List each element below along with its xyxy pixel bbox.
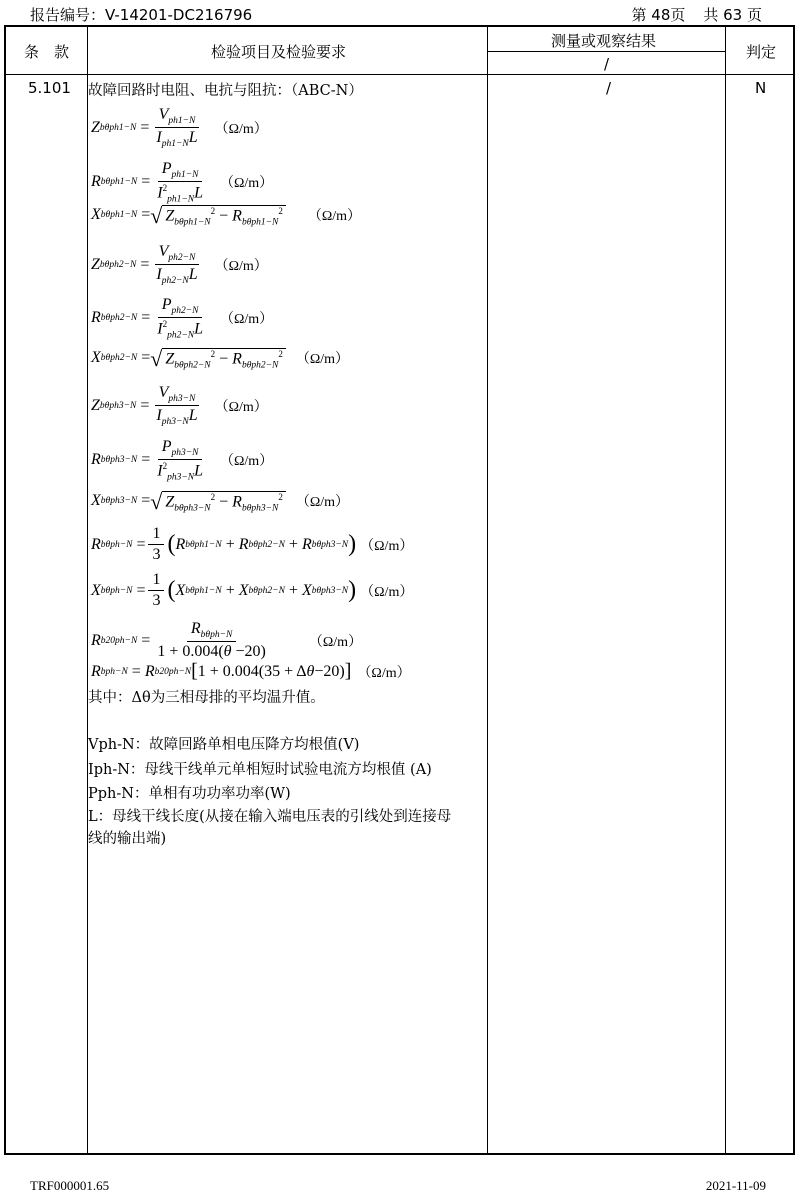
page-total: 共 63 页 — [703, 6, 762, 24]
formula-x-avg: X bθph−N = $\frac{1}{3}$ ( X bθph1−N + X bθph2−N + X bθph3−N ) （Ω/m） — [91, 571, 414, 609]
page-number: 第 48页 — [631, 6, 686, 24]
item-header: 检验项目及检验要求 — [211, 43, 347, 61]
note-where: 其中：Δθ为三相母排的平均温升值。 — [88, 690, 325, 706]
formula-z1: Z bθph1−N = $\frac{V_{ph1-N}}{I_{ph1-N}L}$ （Ω/m） — [91, 106, 268, 149]
definition-iph: Iph-N：母线干线单元单相短时试验电流方均根值 (A) — [88, 762, 432, 778]
verdict-value: N — [755, 79, 767, 97]
formula-r-avg: R bθph−N = $\frac{1}{3}$ ( R bθph1−N + R bθph2−N + R bθph3−N ) （Ω/m） — [91, 525, 414, 563]
clause-header: 条 款 — [24, 43, 70, 61]
result-header: 测量或观察结果 — [551, 32, 657, 50]
verdict-header: 判定 — [746, 43, 777, 61]
form-date: 2021-11-09 — [705, 1178, 766, 1193]
definition-vph: Vph-N：故障回路单相电压降方均根值(V) — [88, 737, 360, 753]
formula-z3: Z bθph3−N = $\frac{V_{ph3-N}}{I_{ph3-N}L}$ （Ω/m） — [91, 384, 268, 427]
formula-r20: R b20ph−N = $\frac{R_{b\theta ph-N}}{1 + 0.004(\theta -20)}$ （Ω/m） — [91, 620, 363, 660]
form-code: TRF000001.65 — [30, 1178, 110, 1193]
formula-x3: X bθph3−N = √ $Z_{b\theta ph3-N}^2 - R_{b\theta ph3-N}^2$ （Ω/m） — [91, 489, 350, 515]
item-title: 故障回路时电阻、电抗与阻抗：（ABC-N） — [88, 83, 363, 99]
clause-number: 5.101 — [28, 79, 71, 97]
report-number: 报告编号：V-14201-DC216796 — [30, 6, 253, 24]
formula-x2: X bθph2−N = √ $Z_{b\theta ph2-N}^2 - R_{b\theta ph2-N}^2$ （Ω/m） — [91, 346, 350, 372]
page-info — [614, 4, 762, 25]
definition-pph: Pph-N：单相有功功率功率(W) — [88, 786, 291, 802]
formula-r3: R bθph3−N = $\frac{P_{ph3-N}}{I^2_{ph3-N}L}$ （Ω/m） — [91, 438, 274, 483]
formula-r1: R bθph1−N = $\frac{P_{ph1-N}}{I^2_{ph1-N}L}$ （Ω/m） — [91, 160, 274, 205]
formula-r2: R bθph2−N = $\frac{P_{ph2-N}}{I^2_{ph2-N}L}$ （Ω/m） — [91, 296, 274, 341]
formula-x1: X bθph1−N = √ $Z_{b\theta ph1-N}^2 - R_{b\theta ph1-N}^2$ （Ω/m） — [91, 203, 362, 229]
definition-l-cont: 线的输出端) — [88, 831, 167, 847]
formula-z2: Z bθph2−N = $\frac{V_{ph2-N}}{I_{ph2-N}L}$ （Ω/m） — [91, 243, 268, 286]
result-value: / — [606, 79, 612, 97]
formula-rbph: R bph−N = R b20ph−N [ 1 + 0.004(35 + Δ θ −20) ] （Ω/m） — [91, 660, 411, 682]
result-subheader: / — [604, 55, 610, 73]
definition-l: L：母线干线长度(从接在输入端电压表的引线处到连接母 — [88, 809, 452, 825]
